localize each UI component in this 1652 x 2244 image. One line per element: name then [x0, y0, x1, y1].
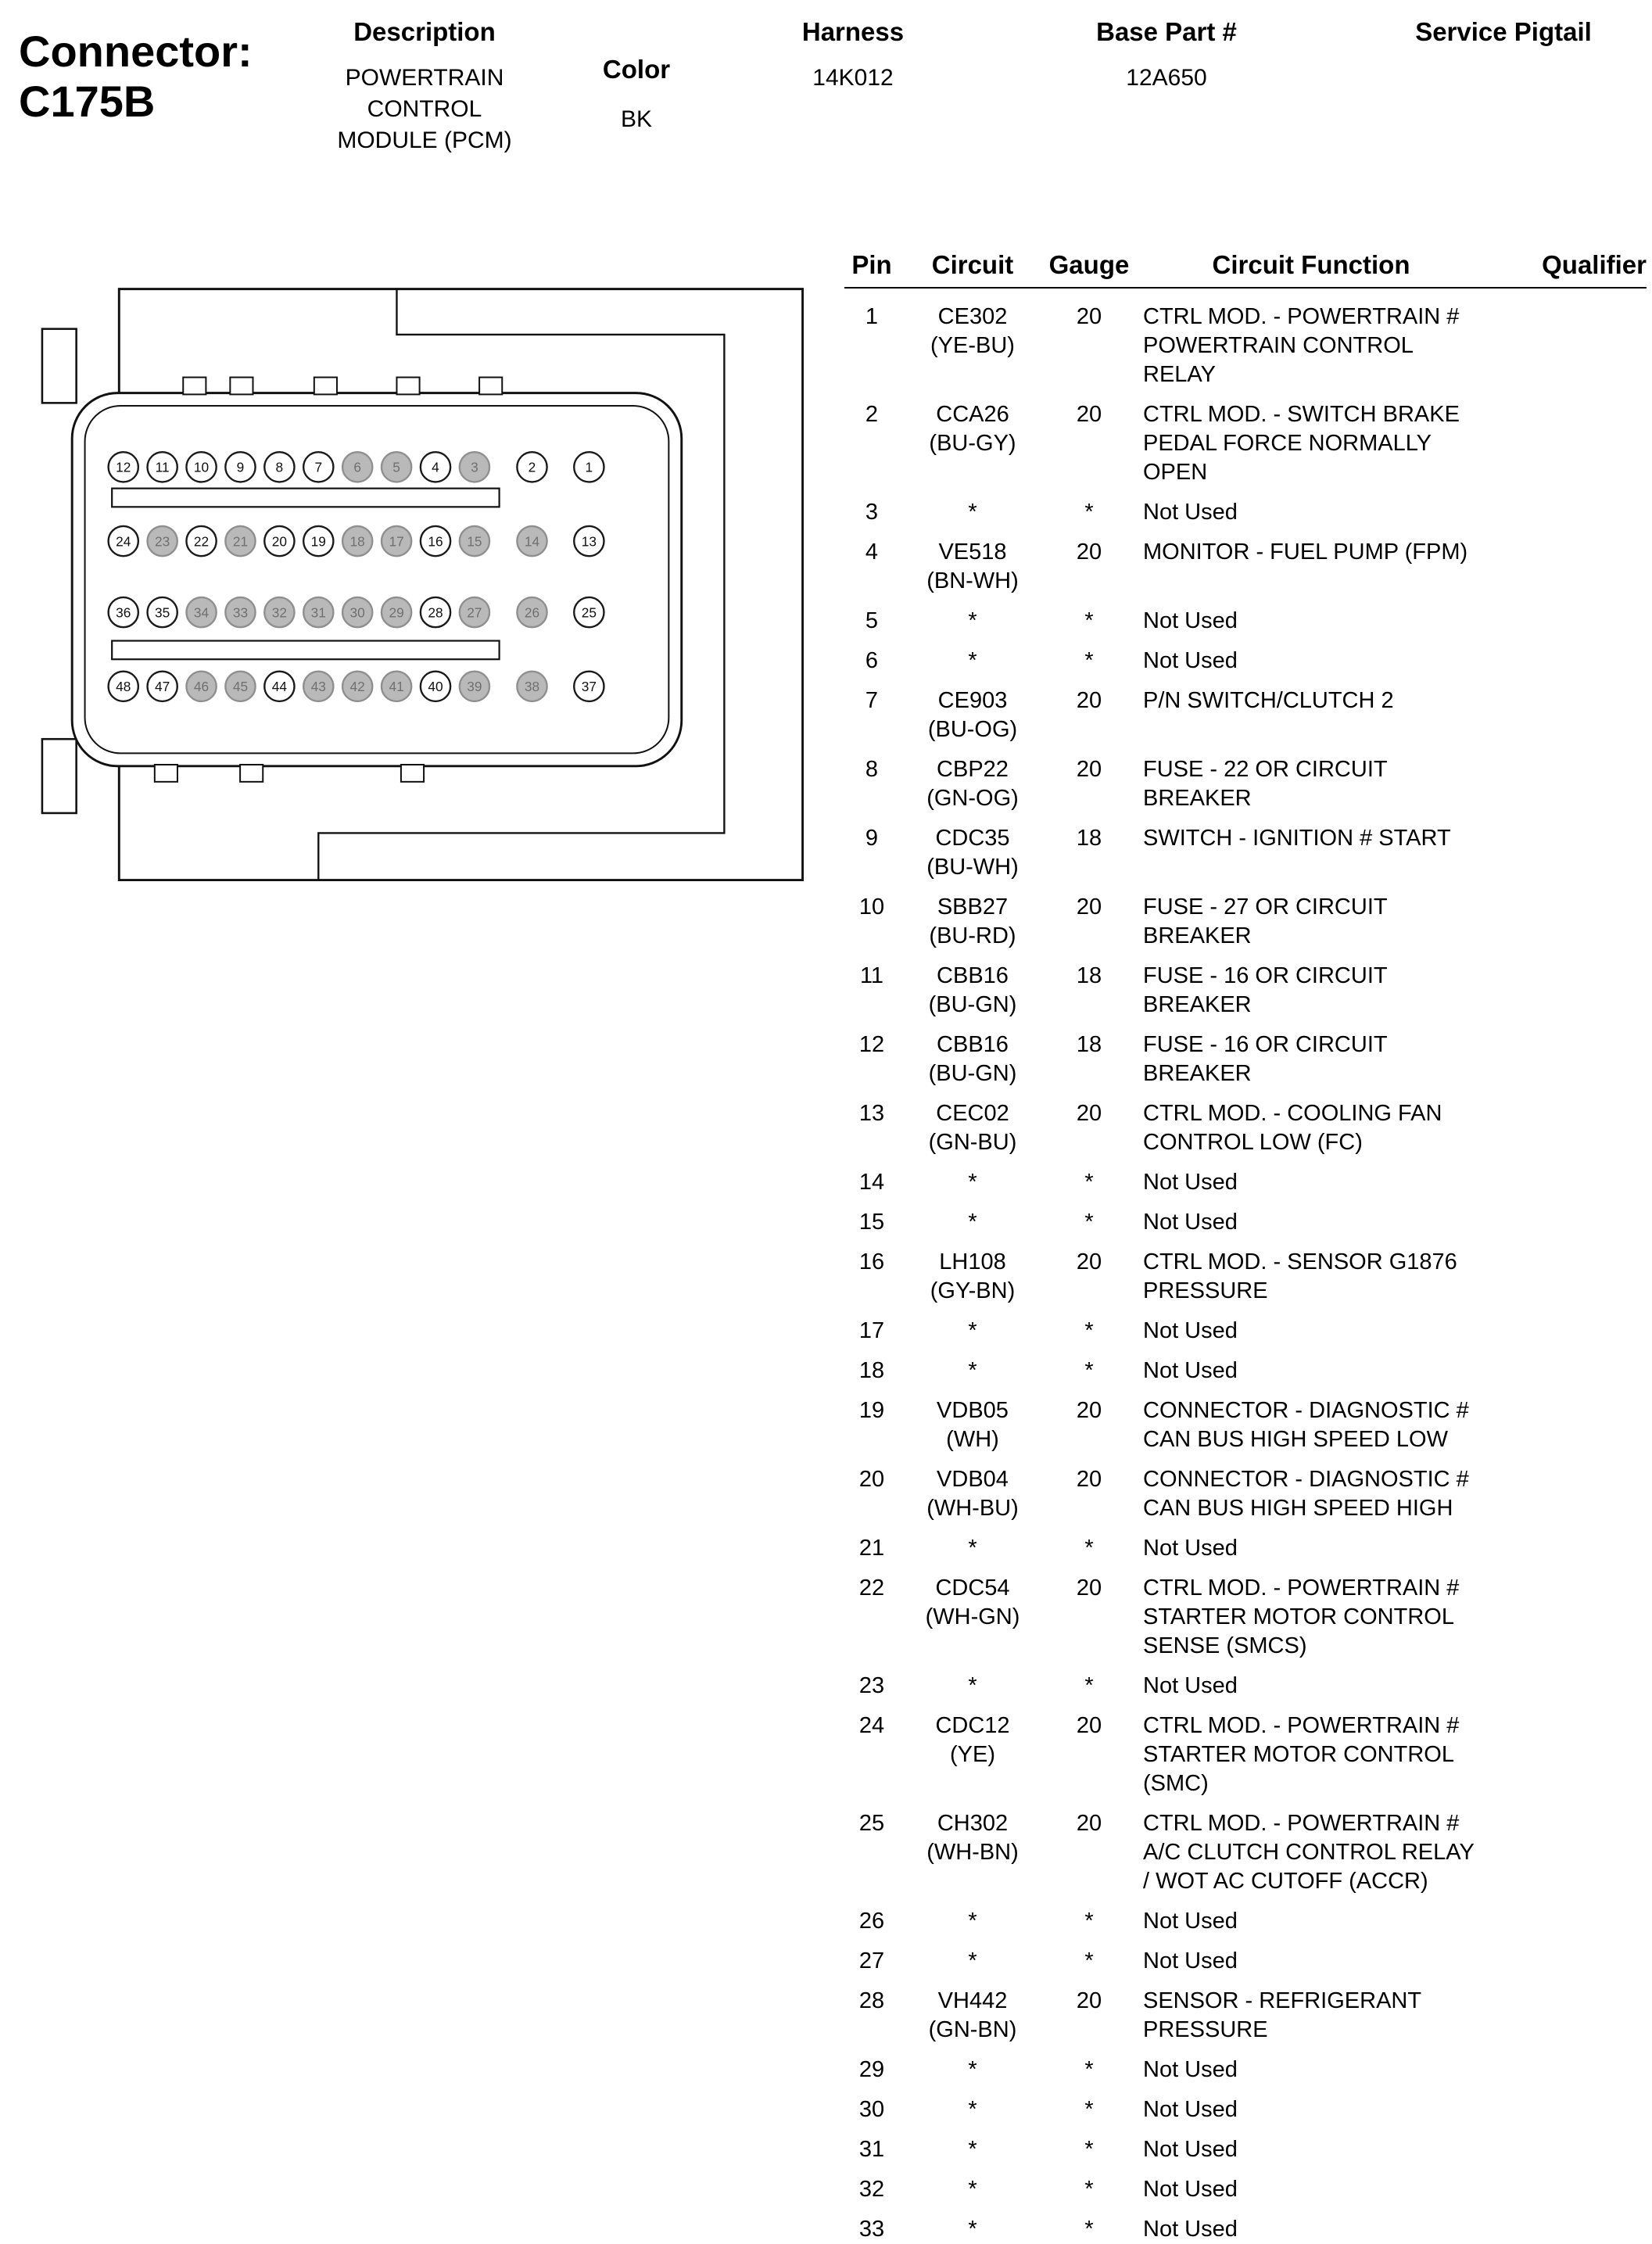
pin-number-label: 35 — [155, 604, 170, 621]
gauge-cell: * — [1084, 1673, 1094, 1698]
circuit-code: CDC35 — [935, 826, 1010, 851]
circuit-cell — [910, 647, 1035, 676]
pin-table-header — [844, 250, 1647, 289]
circuit-cell — [910, 2215, 1035, 2244]
connector-face-outer — [72, 393, 682, 766]
gauge-cell: 20 — [1076, 539, 1102, 565]
pin-number-label: 44 — [271, 679, 288, 695]
function-cell: Not Used — [1143, 2057, 1238, 2082]
pin-cell: 9 — [865, 826, 879, 851]
circuit-cell — [910, 1574, 1035, 1632]
pin-table — [844, 250, 1647, 2244]
service-pigtail-label: Service Pigtail — [1415, 17, 1592, 46]
table-row-pin-19 — [844, 1396, 1647, 1454]
header-circuit: Circuit — [931, 250, 1014, 279]
pin-number-label: 43 — [310, 679, 326, 695]
circuit-code: * — [968, 2097, 977, 2122]
pin-number-label: 14 — [524, 533, 540, 550]
pin-cell: 5 — [865, 608, 879, 633]
pin-number-label: 21 — [232, 533, 249, 550]
header-gauge: Gauge — [1048, 250, 1130, 279]
gauge-cell: * — [1084, 1536, 1094, 1561]
gauge-cell: 20 — [1076, 1575, 1102, 1601]
pin-number-label: 9 — [236, 459, 245, 475]
circuit-cell — [910, 1168, 1035, 1197]
table-row-pin-6 — [844, 647, 1647, 676]
pin-number-label: 15 — [467, 533, 482, 550]
pin-number-label: 37 — [581, 679, 597, 695]
keying-notch-top — [183, 378, 206, 395]
circuit-code: CEC02 — [936, 1101, 1009, 1126]
keying-notch-bottom — [155, 765, 177, 782]
pin-number-label: 34 — [193, 604, 210, 621]
gauge-cell: 20 — [1076, 688, 1102, 713]
wire-color: (BU-RD) — [929, 923, 1016, 948]
pin-number-label: 2 — [528, 459, 536, 475]
circuit-cell — [910, 1099, 1035, 1157]
mount-tab-upper — [42, 329, 77, 403]
connector-id: C175B — [19, 77, 156, 126]
pin-cell: 3 — [865, 500, 879, 525]
gauge-cell: 20 — [1076, 1988, 1102, 2013]
gauge-cell: * — [1084, 2057, 1094, 2082]
function-cell: FUSE - 16 OR CIRCUIT BREAKER — [1143, 963, 1388, 1017]
wire-color: (BU-WH) — [926, 855, 1019, 880]
circuit-code: * — [968, 500, 977, 525]
pin-number-label: 22 — [193, 533, 210, 550]
circuit-cell — [910, 400, 1035, 458]
pin-cell: 22 — [858, 1575, 885, 1601]
table-row-pin-33 — [844, 2215, 1647, 2244]
wire-color: (YE) — [950, 1742, 995, 1767]
function-cell: Not Used — [1143, 2177, 1238, 2202]
circuit-cell — [910, 1031, 1035, 1088]
table-row-pin-5 — [844, 607, 1647, 636]
circuit-code: CE903 — [937, 688, 1008, 713]
pin-cell: 1 — [865, 304, 879, 329]
pin-cell: 7 — [865, 688, 879, 713]
table-row-pin-15 — [844, 1208, 1647, 1237]
pin-cell: 27 — [858, 1948, 885, 1973]
table-row-pin-24 — [844, 1712, 1647, 1798]
pin-number-label: 25 — [581, 604, 597, 621]
pin-number-label: 23 — [155, 533, 170, 550]
pin-number-label: 8 — [275, 459, 284, 475]
pin-cell: 4 — [865, 539, 879, 565]
circuit-code: * — [968, 1358, 977, 1383]
table-row-pin-17 — [844, 1317, 1647, 1346]
wire-color: (BN-WH) — [926, 568, 1019, 593]
table-row-pin-12 — [844, 1031, 1647, 1088]
header-qualifier: Qualifier — [1542, 250, 1647, 279]
pin-cell: 17 — [858, 1318, 885, 1343]
pin-number-label: 17 — [389, 533, 404, 550]
function-cell: Not Used — [1143, 648, 1238, 673]
circuit-cell — [910, 1907, 1035, 1936]
gauge-cell: * — [1084, 2097, 1094, 2122]
function-cell: CTRL MOD. - POWERTRAIN # STARTER MOTOR CONTROL (SMC) — [1143, 1713, 1460, 1796]
gauge-cell: * — [1084, 2177, 1094, 2202]
color-label: Color — [602, 55, 671, 84]
gauge-cell: 20 — [1076, 1249, 1102, 1274]
gauge-cell: * — [1084, 648, 1094, 673]
circuit-code: * — [968, 1948, 977, 1973]
pin-number-label: 1 — [585, 459, 593, 475]
circuit-code: CE302 — [937, 304, 1008, 329]
function-cell: CTRL MOD. - POWERTRAIN # A/C CLUTCH CONTROL RELAY / WOT AC CUTOFF (ACCR) — [1143, 1811, 1475, 1894]
circuit-cell — [910, 2135, 1035, 2164]
pin-cell: 18 — [858, 1358, 885, 1383]
pin-number-label: 47 — [155, 679, 170, 695]
keying-notch-bottom — [401, 765, 424, 782]
gauge-cell: 20 — [1076, 1811, 1102, 1836]
function-cell: P/N SWITCH/CLUTCH 2 — [1143, 688, 1394, 713]
table-row-pin-18 — [844, 1357, 1647, 1385]
connector-diagram — [41, 286, 824, 884]
gauge-cell: * — [1084, 1948, 1094, 1973]
keying-notch-top — [396, 378, 419, 395]
pin-cell: 24 — [858, 1713, 885, 1738]
circuit-cell — [910, 1712, 1035, 1769]
circuit-code: CCA26 — [936, 402, 1009, 427]
function-cell: Not Used — [1143, 2097, 1238, 2122]
description-value: POWERTRAIN CONTROL MODULE (PCM) — [337, 65, 512, 153]
pin-number-label: 31 — [310, 604, 326, 621]
circuit-cell — [910, 2175, 1035, 2204]
circuit-cell — [910, 2095, 1035, 2124]
circuit-code: CBP22 — [937, 757, 1009, 782]
circuit-code: CDC54 — [935, 1575, 1010, 1601]
base-part-label: Base Part # — [1096, 17, 1237, 46]
pin-table-rows — [844, 289, 1647, 2244]
circuit-cell — [910, 1248, 1035, 1306]
gauge-cell: * — [1084, 500, 1094, 525]
pin-number-label: 3 — [471, 459, 478, 475]
circuit-code: VDB05 — [937, 1398, 1009, 1423]
function-cell: Not Used — [1143, 1948, 1238, 1973]
function-cell: Not Used — [1143, 2137, 1238, 2162]
pin-cell: 21 — [858, 1536, 885, 1561]
pin-number-label: 28 — [428, 604, 443, 621]
circuit-cell — [910, 1534, 1035, 1563]
gauge-cell: 20 — [1076, 1713, 1102, 1738]
circuit-cell — [910, 1396, 1035, 1454]
table-row-pin-26 — [844, 1907, 1647, 1936]
function-cell: Not Used — [1143, 608, 1238, 633]
gauge-cell: 20 — [1076, 1398, 1102, 1423]
function-cell: Not Used — [1143, 1210, 1238, 1235]
wire-color: (GN-OG) — [926, 786, 1019, 811]
pin-number-label: 40 — [428, 679, 443, 695]
circuit-code: * — [968, 1536, 977, 1561]
circuit-code: CBB16 — [937, 1032, 1009, 1057]
pin-number-label: 26 — [524, 604, 540, 621]
gauge-cell: * — [1084, 1210, 1094, 1235]
function-cell: FUSE - 22 OR CIRCUIT BREAKER — [1143, 757, 1388, 811]
gauge-cell: * — [1084, 1318, 1094, 1343]
table-row-pin-13 — [844, 1099, 1647, 1157]
function-cell: SWITCH - IGNITION # START — [1143, 826, 1451, 851]
pin-number-label: 36 — [116, 604, 131, 621]
function-cell: Not Used — [1143, 2217, 1238, 2242]
wire-color: (YE-BU) — [930, 333, 1015, 358]
function-cell: CTRL MOD. - COOLING FAN CONTROL LOW (FC) — [1143, 1101, 1442, 1155]
circuit-cell — [910, 1465, 1035, 1523]
pin-number-label: 12 — [116, 459, 131, 475]
pin-number-label: 18 — [349, 533, 365, 550]
circuit-cell — [910, 824, 1035, 882]
pin-cell: 26 — [858, 1909, 885, 1934]
table-row-pin-4 — [844, 538, 1647, 596]
pin-number-label: 6 — [353, 459, 362, 475]
pin-number-label: 5 — [392, 459, 400, 475]
circuit-cell — [910, 538, 1035, 596]
circuit-code: * — [968, 1210, 977, 1235]
gauge-cell: 18 — [1076, 963, 1102, 988]
connector-title — [19, 27, 253, 127]
pin-number-label: 38 — [524, 679, 540, 695]
function-cell: Not Used — [1143, 1358, 1238, 1383]
circuit-code: * — [968, 648, 977, 673]
wire-color: (BU-GN) — [928, 1061, 1017, 1086]
pin-cell: 31 — [858, 2137, 885, 2162]
table-row-pin-16 — [844, 1248, 1647, 1306]
table-row-pin-30 — [844, 2095, 1647, 2124]
pin-number-label: 4 — [432, 459, 439, 475]
pin-cell: 25 — [858, 1811, 885, 1836]
wire-color: (BU-GN) — [928, 992, 1017, 1017]
function-cell: CTRL MOD. - SWITCH BRAKE PEDAL FORCE NORMALLY OPEN — [1143, 402, 1460, 485]
gauge-cell: 20 — [1076, 304, 1102, 329]
pin-number-label: 39 — [467, 679, 482, 695]
circuit-code: * — [968, 1318, 977, 1343]
function-cell: Not Used — [1143, 1909, 1238, 1934]
table-row-pin-21 — [844, 1534, 1647, 1563]
pin-number-label: 16 — [428, 533, 443, 550]
table-row-pin-1 — [844, 303, 1647, 389]
function-cell: CTRL MOD. - SENSOR G1876 PRESSURE — [1143, 1249, 1457, 1303]
circuit-code: * — [968, 2137, 977, 2162]
table-row-pin-20 — [844, 1465, 1647, 1523]
pin-cell: 16 — [858, 1249, 885, 1274]
circuit-cell — [910, 1317, 1035, 1346]
pin-cell: 2 — [865, 402, 879, 427]
wire-color: (WH-BN) — [926, 1840, 1019, 1865]
pin-cell: 12 — [858, 1032, 885, 1057]
pin-cell: 23 — [858, 1673, 885, 1698]
wire-color: (WH-BU) — [926, 1496, 1019, 1521]
circuit-cell — [910, 686, 1035, 744]
circuit-code: * — [968, 1673, 977, 1698]
pin-cell: 11 — [859, 963, 884, 988]
pin-cell: 19 — [858, 1398, 885, 1423]
circuit-cell — [910, 1208, 1035, 1237]
circuit-code: * — [968, 1909, 977, 1934]
harness-value: 14K012 — [812, 65, 894, 91]
gauge-cell: 20 — [1076, 894, 1102, 919]
gauge-cell: 20 — [1076, 1467, 1102, 1492]
wire-color: (BU-OG) — [927, 717, 1018, 742]
gauge-cell: 20 — [1076, 1101, 1102, 1126]
circuit-code: VE518 — [938, 539, 1007, 565]
function-cell: CONNECTOR - DIAGNOSTIC # CAN BUS HIGH SPEED HIGH — [1143, 1467, 1469, 1521]
pin-cell: 30 — [858, 2097, 885, 2122]
wire-color: (GY-BN) — [930, 1278, 1016, 1303]
pin-number-label: 7 — [314, 459, 323, 475]
table-row-pin-9 — [844, 824, 1647, 882]
circuit-cell — [910, 1947, 1035, 1976]
circuit-code: * — [968, 2217, 977, 2242]
table-row-pin-25 — [844, 1809, 1647, 1896]
function-cell: FUSE - 16 OR CIRCUIT BREAKER — [1143, 1032, 1388, 1086]
pin-cell: 32 — [858, 2177, 885, 2202]
pin-number-label: 41 — [389, 679, 404, 695]
circuit-code: SBB27 — [937, 894, 1009, 919]
pin-cell: 6 — [865, 648, 879, 673]
table-row-pin-29 — [844, 2056, 1647, 2084]
base-part-value: 12A650 — [1126, 65, 1207, 91]
pin-cell: 15 — [858, 1210, 885, 1235]
table-row-pin-11 — [844, 962, 1647, 1020]
pin-cell: 29 — [858, 2057, 885, 2082]
pin-number-label: 13 — [581, 533, 597, 550]
circuit-code: * — [968, 608, 977, 633]
wire-color: (BU-GY) — [929, 431, 1016, 456]
table-row-pin-23 — [844, 1672, 1647, 1701]
circuit-cell — [910, 2056, 1035, 2084]
circuit-cell — [910, 303, 1035, 360]
pin-number-label: 48 — [116, 679, 131, 695]
gauge-cell: 18 — [1076, 1032, 1102, 1057]
pin-cell: 33 — [858, 2217, 885, 2242]
table-row-pin-32 — [844, 2175, 1647, 2204]
table-row-pin-27 — [844, 1947, 1647, 1976]
table-row-pin-22 — [844, 1574, 1647, 1661]
pin-number-label: 10 — [193, 459, 210, 475]
pin-cell: 14 — [858, 1170, 885, 1195]
circuit-code: * — [968, 2057, 977, 2082]
function-cell: CTRL MOD. - POWERTRAIN # STARTER MOTOR CONTROL SENSE (SMCS) — [1143, 1575, 1460, 1658]
circuit-cell — [910, 1357, 1035, 1385]
pin-number-label: 32 — [271, 604, 288, 621]
circuit-code: * — [968, 1170, 977, 1195]
wire-color: (GN-BU) — [928, 1130, 1017, 1155]
circuit-code: CH302 — [937, 1811, 1009, 1836]
table-row-pin-2 — [844, 400, 1647, 487]
table-row-pin-10 — [844, 893, 1647, 951]
circuit-cell — [910, 755, 1035, 813]
wire-color: (GN-BN) — [928, 2017, 1017, 2042]
pin-slot-bar-bottom — [112, 641, 499, 660]
gauge-cell: * — [1084, 608, 1094, 633]
pin-number-label: 27 — [467, 604, 482, 621]
function-cell: Not Used — [1143, 1170, 1238, 1195]
circuit-code: CBB16 — [937, 963, 1009, 988]
pin-number-label: 29 — [389, 604, 404, 621]
pin-slot-bar-top — [112, 489, 499, 507]
header-pin: Pin — [851, 250, 892, 279]
header-circuit-function: Circuit Function — [1212, 250, 1410, 279]
gauge-cell: * — [1084, 2137, 1094, 2162]
connector-label: Connector: — [19, 27, 253, 76]
pin-number-label: 20 — [271, 533, 288, 550]
function-cell: Not Used — [1143, 1318, 1238, 1343]
pin-number-label: 46 — [193, 679, 210, 695]
table-row-pin-3 — [844, 498, 1647, 527]
pin-number-label: 24 — [116, 533, 131, 550]
wire-color: (WH-GN) — [925, 1604, 1020, 1629]
gauge-cell: 20 — [1076, 402, 1102, 427]
function-cell: Not Used — [1143, 1536, 1238, 1561]
gauge-cell: * — [1084, 1358, 1094, 1383]
table-row-pin-14 — [844, 1168, 1647, 1197]
circuit-code: VDB04 — [937, 1467, 1009, 1492]
pin-cell: 10 — [858, 894, 885, 919]
gauge-cell: * — [1084, 1170, 1094, 1195]
circuit-code: VH442 — [937, 1988, 1008, 2013]
circuit-cell — [910, 962, 1035, 1020]
table-row-pin-28 — [844, 1987, 1647, 2045]
gauge-cell: * — [1084, 1909, 1094, 1934]
gauge-cell: 18 — [1076, 826, 1102, 851]
pin-cell: 20 — [858, 1467, 885, 1492]
gauge-cell: 20 — [1076, 757, 1102, 782]
table-row-pin-8 — [844, 755, 1647, 813]
wire-color: (WH) — [946, 1427, 999, 1452]
circuit-cell — [910, 1672, 1035, 1701]
keying-notch-top — [314, 378, 337, 395]
circuit-cell — [910, 893, 1035, 951]
circuit-code: CDC12 — [935, 1713, 1010, 1738]
keying-notch-top — [479, 378, 502, 395]
pin-number-label: 33 — [232, 604, 249, 621]
mount-tab-lower — [42, 739, 77, 813]
description-label: Description — [353, 17, 496, 46]
pin-number-label: 30 — [349, 604, 365, 621]
table-row-pin-31 — [844, 2135, 1647, 2164]
pin-number-label: 11 — [155, 459, 170, 475]
circuit-cell — [910, 607, 1035, 636]
gauge-cell: * — [1084, 2217, 1094, 2242]
function-cell: Not Used — [1143, 500, 1238, 525]
circuit-code: * — [968, 2177, 977, 2202]
pin-cell: 13 — [858, 1101, 885, 1126]
color-value: BK — [620, 106, 653, 132]
pin-number-label: 19 — [310, 533, 326, 550]
function-cell: CTRL MOD. - POWERTRAIN # POWERTRAIN CONTROL RELAY — [1143, 304, 1460, 387]
harness-label: Harness — [801, 17, 905, 46]
keying-notch-bottom — [240, 765, 263, 782]
function-cell: SENSOR - REFRIGERANT PRESSURE — [1143, 1988, 1421, 2042]
circuit-code: LH108 — [939, 1249, 1006, 1274]
pin-cell: 28 — [858, 1988, 885, 2013]
circuit-cell — [910, 1987, 1035, 2045]
function-cell: CONNECTOR - DIAGNOSTIC # CAN BUS HIGH SPEED LOW — [1143, 1398, 1469, 1452]
circuit-cell — [910, 498, 1035, 527]
function-cell: FUSE - 27 OR CIRCUIT BREAKER — [1143, 894, 1388, 948]
function-cell: MONITOR - FUEL PUMP (FPM) — [1143, 539, 1468, 565]
table-row-pin-7 — [844, 686, 1647, 744]
pin-number-label: 45 — [232, 679, 249, 695]
pin-cell: 8 — [865, 757, 879, 782]
function-cell: Not Used — [1143, 1673, 1238, 1698]
circuit-cell — [910, 1809, 1035, 1867]
pin-number-label: 42 — [349, 679, 365, 695]
keying-notch-top — [230, 378, 253, 395]
